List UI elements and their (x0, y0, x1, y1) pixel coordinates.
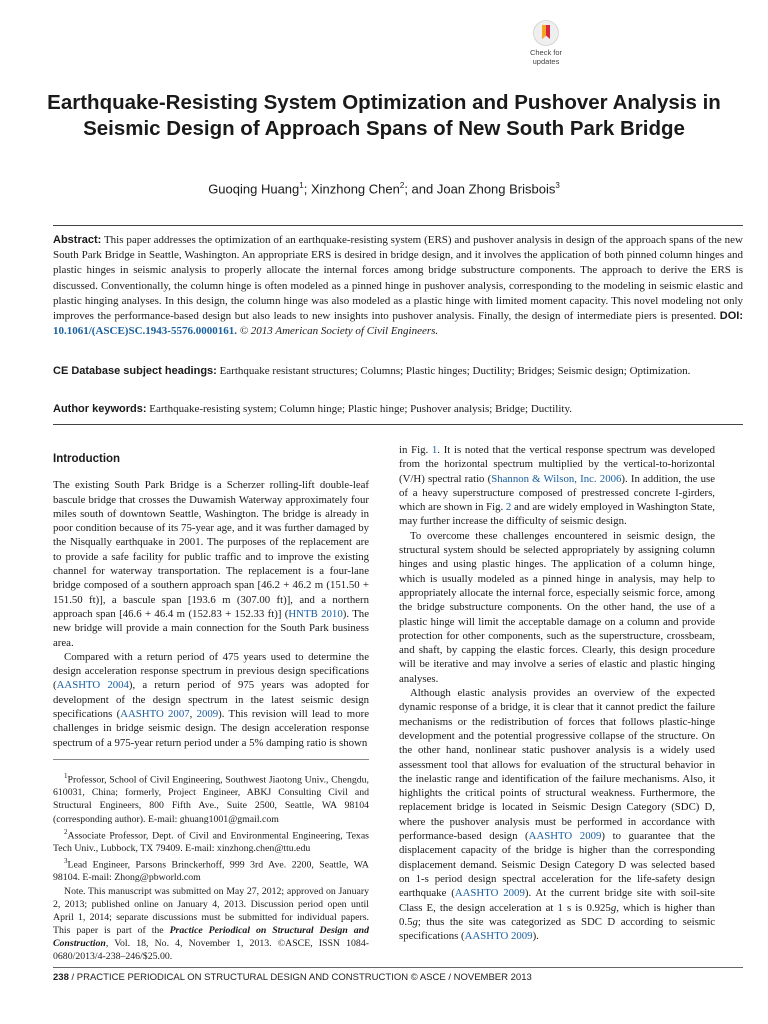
left-column (53, 452, 369, 750)
paragraph: The existing South Park Bridge is a Scherzer rolling-lift double-leaf bascule bridge that crosses the Duwamish Waterway approximately four miles south of downtown Seattle, Washington. The bridge is already in poor condition because of its 75-year age, and it was further damaged by the Nisqually earthquake in 2001. The purposes of the replacement are to provide a safe facility for public traffic and to improve the existing channel for waterway transportation. The replacement is a four-lane bridge composed of a southern approach span [46.2 + 46.2 m (151.50 + 151.50 ft)], a bascule span [193.6 m (307.00 ft)], and a northern approach span [46.6 + 46.4 m (152.83 + 152.33 ft)] (HNTB 2010). The new bridge will provide a main connection for the South Park business area. (53, 479, 369, 649)
doi-label: DOI: (719, 310, 743, 323)
paragraph: To overcome these challenges encountered in seismic design, the structural system should be selected appropriately by assigning column hinges and using plastic hinges. The application of a column hinge, which is usually modeled as a pinned hinge in analysis, may help to appropriately allocate the internal force, especially seismic force, among the bridge substructure components. On the other hand, the use of a plastic hinge will limit the acceptable damage on a column and provide protection for other components, such as the superstructure, crossbeam, and shaft, by capping the elastic forces. Clearly, this design procedure will be iterative and may involve a series of elastic and plastic hinging analyses. (399, 529, 715, 685)
badge-label: Check for updates (529, 48, 563, 66)
author-affil-sup: 2 (399, 181, 405, 190)
figure-link[interactable]: 2 (505, 501, 512, 514)
paragraph: in Fig. 1. It is noted that the vertical response spectrum was developed from the horizontal spectrum multiplied by the vertical-to-horizontal (V/H) spectral ratio (Shannon & Wilson, Inc. 2006). In addition, the use of a heavy superstructure composed of prestressed concrete I-girders, which are shown in Fig. 2 and are widely employed in Washington State, may further increase the difficulty of seismic design. (399, 444, 715, 528)
paper-title: Earthquake-Resisting System Optimization and Pushover Analysis in Seismic Design of Approach Spans of New South Park Bridge (47, 91, 721, 140)
citation-link[interactable]: AASHTO 2009 (464, 930, 533, 943)
subject-headings: CE Database subject headings: Earthquake resistant structures; Columns; Plastic hinges; Ductility; Bridges; Seismic design; Optimization. (53, 365, 691, 377)
abstract-bottom-rule (53, 424, 743, 425)
footnote: $^1$Professor, School of Civil Engineering, Southwest Jiaotong Univ., Chengdu, 610031, China; formerly, Project Engineer, ABKJ Consulting Civil and Structural Engineers, 800 Fifth Ave., Suite 2500, Seattle, WA 98104 (corresponding author). E-mail: ghuang1001@gmail.com (53, 772, 369, 825)
manuscript-note: Note. This manuscript was submitted on May 27, 2012; approved on January 2, 2013; published online on January 4, 2013. Discussion period open until April 1, 2014; separate discussions must be submitted for individual papers. This paper is part of the Practice Periodical on Structural Design and Construction, Vol. 18, No. 4, November 1, 2013. ©ASCE, ISSN 1084-0680/2013/4-238–246/$25.00. (53, 885, 369, 963)
check-for-updates-badge[interactable] (520, 20, 572, 76)
citation-link[interactable]: AASHTO 2004 (56, 679, 129, 692)
footnotes (53, 770, 369, 963)
citation-link[interactable]: HNTB 2010 (288, 607, 343, 620)
right-column (399, 443, 715, 943)
citation-link[interactable]: AASHTO 2009 (528, 830, 602, 843)
author-name: Xinzhong Chen (310, 181, 400, 197)
doi-link[interactable]: 10.1061/(ASCE)SC.1943-5576.0000161. (53, 325, 237, 338)
footer-rule (53, 967, 743, 968)
author-affil-sup: 1 (299, 181, 304, 190)
copyright: © 2013 American Society of Civil Engineers. (239, 325, 439, 338)
paragraph: Compared with a return period of 475 years used to determine the design acceleration response spectrum in previous design specifications (AASHTO 2004), a return period of 975 years was adopted for development of the design spectrum in the latest seismic design specifications (AASHTO 2007, 2009). This revision will lead to more challenges in bridge seismic design. The design acceleration response spectrum of a 975-year return period under a 5% damping ratio is shown (53, 650, 369, 749)
paragraph: Although elastic analysis provides an overview of the expected dynamic response of a bridge, it is clear that it cannot predict the failure mechanisms or the redistribution of forces that follows plastic-hinge development and the potential progressive collapse of the structure. On the other hand, nonlinear static pushover analysis is a widely used assessment tool that allows for evaluation of the structural behavior in the inelastic range and identification of the failure mechanisms. Also, it highlights the critical points of structural weakness. Furthermore, the replacement bridge is located in Seismic Design Category (SDC) D, where the pushover analysis must be performed in accordance with performance-based design (AASHTO 2009) to guarantee that the displacement capacity of the bridge is higher than the corresponding displacement demand. Seismic Design Category D was selected based on 1-s period design spectral acceleration for the life-safety design earthquake (AASHTO 2009). At the current bridge site with soil-site Class E, the design acceleration at 1 s is 0.925g, which is higher than 0.5g; thus the site was categorized as SDC D according to seismic specifications (AASHTO 2009). (399, 687, 716, 943)
footnote: $^3$Lead Engineer, Parsons Brinckerhoff, 999 3rd Ave. 2200, Seattle, WA 98104. E-mail: Zhong@pbworld.com (53, 857, 369, 884)
citation-link[interactable]: AASHTO 2007 (120, 708, 190, 721)
page-number: 238 (53, 972, 69, 983)
author-keywords: Author keywords: Earthquake-resisting system; Column hinge; Plastic hinge; Pushover analysis; Bridge; Ductility. (53, 403, 572, 415)
citation-link[interactable]: Shannon & Wilson, Inc. 2006 (491, 472, 622, 485)
journal-footer-text: / PRACTICE PERIODICAL ON STRUCTURAL DESIGN AND CONSTRUCTION © ASCE / NOVEMBER 2013 (68, 972, 532, 983)
citation-link[interactable]: 2009 (196, 708, 219, 721)
figure-link[interactable]: 1 (431, 444, 438, 456)
abstract (53, 233, 743, 339)
author-name: Joan Zhong Brisbois (436, 181, 556, 197)
check-for-updates-icon (533, 20, 559, 46)
page-footer (53, 972, 743, 983)
citation-link[interactable]: AASHTO 2009 (454, 887, 525, 900)
author-affil-sup: 3 (555, 181, 560, 190)
author-list: Guoqing Huang$^1$; Xinzhong Chen$^2$; and Joan Zhong Brisbois$^3$ (208, 181, 560, 197)
abstract-text: This paper addresses the optimization of an earthquake-resisting system (ERS) and pushover analysis in design of the approach spans of the new South Park Bridge in Seattle, Washington. An appropriate ERS is desired in bridge design, and it involves the application of both pinned column hinges and plastic hinges in seismic analysis to properly allocate the internal forces among bridge substructure components. The approach to derive the ERS is discussed. Conventionally, the column hinge is often modeled as a pinned hinge in pushover analysis, corresponding to the modeling in seismic elastic and plastic hinging analyses. In this design, the column hinge was also modeled as a plastic hinge with limited moment capacity. This novel modeling not only improves the performance-based design but also leads to new insights into pushover analysis. Finally, the design of intermediate piers is presented. (53, 234, 743, 323)
footnote-rule (53, 759, 369, 760)
abstract-label: Abstract: (53, 234, 102, 246)
author-name: Guoqing Huang (208, 181, 300, 197)
section-heading-introduction: Introduction (53, 453, 121, 465)
abstract-top-rule (53, 225, 743, 226)
footnote: $^2$Associate Professor, Dept. of Civil and Environmental Engineering, Texas Tech Univ., Lubbock, TX 79409. E-mail: xinzhong.chen@ttu.edu (53, 827, 369, 854)
